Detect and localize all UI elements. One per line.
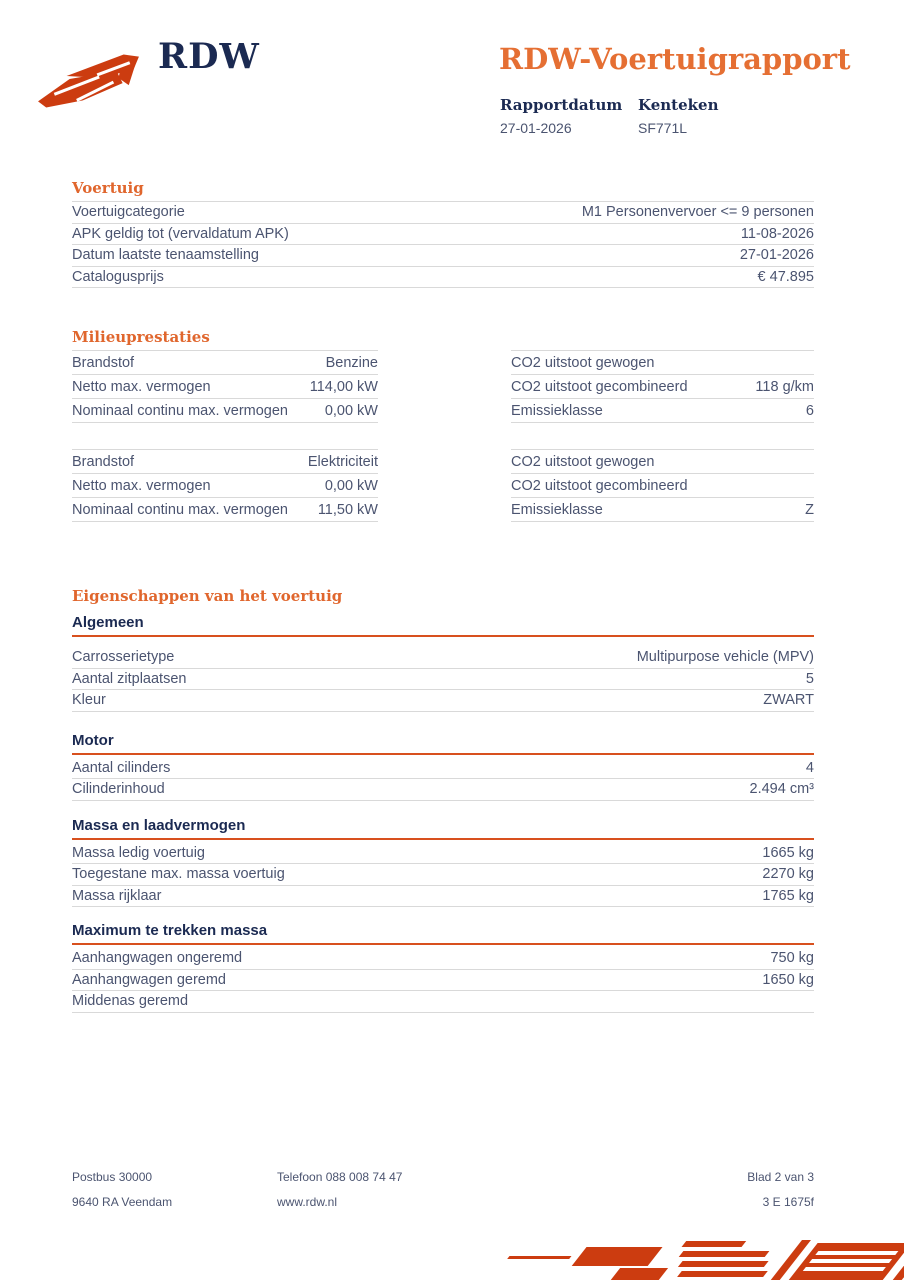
row-value: 11-08-2026 bbox=[740, 225, 814, 242]
row-label: Aanhangwagen geremd bbox=[72, 971, 226, 988]
row-label: Datum laatste tenaamstelling bbox=[72, 247, 259, 264]
row-value: 750 kg bbox=[770, 950, 814, 967]
milieu-block-benzine bbox=[72, 350, 814, 423]
table-row bbox=[511, 450, 814, 474]
row-label: Toegestane max. massa voertuig bbox=[72, 866, 285, 883]
row-label: Cilinderinhoud bbox=[72, 781, 165, 798]
section-voertuig bbox=[72, 180, 814, 288]
milieu-block-elektriciteit bbox=[72, 449, 814, 522]
report-meta bbox=[500, 96, 718, 136]
section-heading: Voertuig bbox=[72, 179, 144, 197]
table-row bbox=[72, 843, 814, 865]
row-label: CO2 uitstoot gecombineerd bbox=[511, 378, 688, 395]
table-row bbox=[511, 498, 814, 522]
orange-rule bbox=[72, 838, 814, 840]
orange-rule bbox=[72, 753, 814, 755]
row-label: Kleur bbox=[72, 692, 106, 709]
table-row bbox=[511, 375, 814, 399]
table-row bbox=[72, 991, 814, 1013]
footer-postbus: Postbus 30000 bbox=[72, 1170, 153, 1184]
subsection-algemeen bbox=[72, 614, 814, 712]
row-label: Netto max. vermogen bbox=[72, 378, 211, 395]
rdw-logo-text: RDW bbox=[158, 36, 260, 77]
row-label: Aantal zitplaatsen bbox=[72, 670, 187, 687]
table-row bbox=[72, 690, 814, 712]
footer-address bbox=[72, 1171, 172, 1208]
row-label: Brandstof bbox=[72, 354, 135, 371]
table-row bbox=[72, 245, 814, 267]
milieu-right-table bbox=[511, 449, 814, 522]
row-label: Massa rijklaar bbox=[72, 887, 162, 904]
footer-page-info bbox=[747, 1171, 814, 1208]
row-value: M1 Personenvervoer <= 9 personen bbox=[581, 204, 814, 221]
table-row bbox=[72, 399, 378, 423]
table-row bbox=[72, 474, 378, 498]
table-row bbox=[72, 202, 814, 224]
row-value: Elektriciteit bbox=[307, 453, 378, 470]
footer-contact bbox=[277, 1171, 402, 1208]
row-value: 6 bbox=[805, 402, 814, 419]
row-label: Brandstof bbox=[72, 453, 135, 470]
footer-website: www.rdw.nl bbox=[277, 1195, 338, 1209]
subsection-massa bbox=[72, 817, 814, 908]
report-date-value: 27-01-2026 bbox=[500, 120, 572, 136]
orange-rule bbox=[72, 635, 814, 637]
table-row bbox=[72, 498, 378, 522]
table-row bbox=[72, 886, 814, 908]
milieu-left-table bbox=[72, 449, 378, 522]
row-value: 1765 kg bbox=[762, 887, 814, 904]
table-row bbox=[72, 375, 378, 399]
report-date-label: Rapportdatum bbox=[500, 96, 623, 114]
license-plate-value: SF771L bbox=[638, 120, 688, 136]
report-date bbox=[500, 96, 638, 136]
subsection-motor bbox=[72, 732, 814, 801]
row-label: Nominaal continu max. vermogen bbox=[72, 402, 288, 419]
section-heading: Eigenschappen van het voertuig bbox=[72, 587, 343, 605]
row-value: 0,00 kW bbox=[324, 402, 378, 419]
page-title: RDW-Voertuigrapport bbox=[499, 42, 851, 76]
section-eigenschappen bbox=[72, 588, 814, 1013]
massa-table bbox=[72, 843, 814, 908]
footer-page-number: Blad 2 van 3 bbox=[747, 1170, 814, 1184]
row-label: Nominaal continu max. vermogen bbox=[72, 501, 288, 518]
milieu-right-table bbox=[511, 350, 814, 423]
row-value: € 47.895 bbox=[757, 268, 814, 285]
voertuig-table bbox=[72, 201, 814, 288]
table-row bbox=[72, 224, 814, 246]
row-label: Netto max. vermogen bbox=[72, 477, 211, 494]
table-row bbox=[72, 351, 378, 375]
row-label: Catalogusprijs bbox=[72, 268, 164, 285]
row-value: 1665 kg bbox=[762, 844, 814, 861]
footer-city: 9640 RA Veendam bbox=[72, 1195, 173, 1209]
table-row bbox=[72, 450, 378, 474]
row-value: 2270 kg bbox=[762, 866, 814, 883]
row-value: 0,00 kW bbox=[324, 477, 378, 494]
license-plate bbox=[638, 96, 718, 136]
row-label: Aantal cilinders bbox=[72, 759, 171, 776]
row-value: 1650 kg bbox=[762, 971, 814, 988]
row-label: Carrosserietype bbox=[72, 649, 175, 666]
table-row bbox=[72, 864, 814, 886]
subsection-heading: Motor bbox=[72, 731, 114, 749]
row-label: Middenas geremd bbox=[72, 993, 189, 1010]
speed-stripes-icon bbox=[480, 1240, 904, 1280]
motor-table bbox=[72, 758, 814, 801]
table-row bbox=[72, 267, 814, 289]
table-row bbox=[511, 399, 814, 423]
milieu-left-table bbox=[72, 350, 378, 423]
table-row bbox=[511, 351, 814, 375]
table-row bbox=[72, 669, 814, 691]
row-label: CO2 uitstoot gecombineerd bbox=[511, 477, 688, 494]
row-value: Benzine bbox=[325, 354, 378, 371]
rdw-feather-icon bbox=[36, 48, 142, 110]
row-value: 4 bbox=[805, 759, 814, 776]
section-heading: Milieuprestaties bbox=[72, 328, 210, 346]
trekken-massa-table bbox=[72, 948, 814, 1013]
subsection-heading: Maximum te trekken massa bbox=[72, 922, 268, 939]
table-row bbox=[72, 647, 814, 669]
row-label: Emissieklasse bbox=[511, 402, 603, 419]
subsection-trekken-massa bbox=[72, 922, 814, 1013]
row-label: APK geldig tot (vervaldatum APK) bbox=[72, 225, 289, 242]
footer-form-code: 3 E 1675f bbox=[762, 1195, 814, 1209]
row-value: 2.494 cm³ bbox=[749, 781, 814, 798]
table-row bbox=[511, 474, 814, 498]
row-value: Z bbox=[805, 501, 814, 518]
subsection-heading: Algemeen bbox=[72, 614, 144, 631]
row-label: CO2 uitstoot gewogen bbox=[511, 354, 655, 371]
footer-phone: Telefoon 088 008 74 47 bbox=[277, 1170, 403, 1184]
row-value: 11,50 kW bbox=[317, 501, 378, 518]
subsection-heading: Massa en laadvermogen bbox=[72, 816, 246, 834]
table-row bbox=[72, 758, 814, 780]
table-row bbox=[72, 970, 814, 992]
table-row bbox=[72, 779, 814, 801]
row-value: 114,00 kW bbox=[309, 378, 378, 395]
row-label: Voertuigcategorie bbox=[72, 204, 185, 221]
row-label: Emissieklasse bbox=[511, 501, 603, 518]
row-value: Multipurpose vehicle (MPV) bbox=[636, 649, 814, 666]
row-label: Aanhangwagen ongeremd bbox=[72, 950, 243, 967]
orange-rule bbox=[72, 943, 814, 945]
row-value: ZWART bbox=[763, 692, 814, 709]
row-value: 5 bbox=[805, 670, 814, 687]
row-label: CO2 uitstoot gewogen bbox=[511, 453, 655, 470]
row-value: 118 g/km bbox=[755, 378, 814, 395]
algemeen-table bbox=[72, 647, 814, 712]
license-plate-label: Kenteken bbox=[638, 96, 719, 114]
section-milieuprestaties bbox=[72, 329, 814, 522]
row-value: 27-01-2026 bbox=[739, 247, 814, 264]
row-label: Massa ledig voertuig bbox=[72, 844, 205, 861]
table-row bbox=[72, 948, 814, 970]
